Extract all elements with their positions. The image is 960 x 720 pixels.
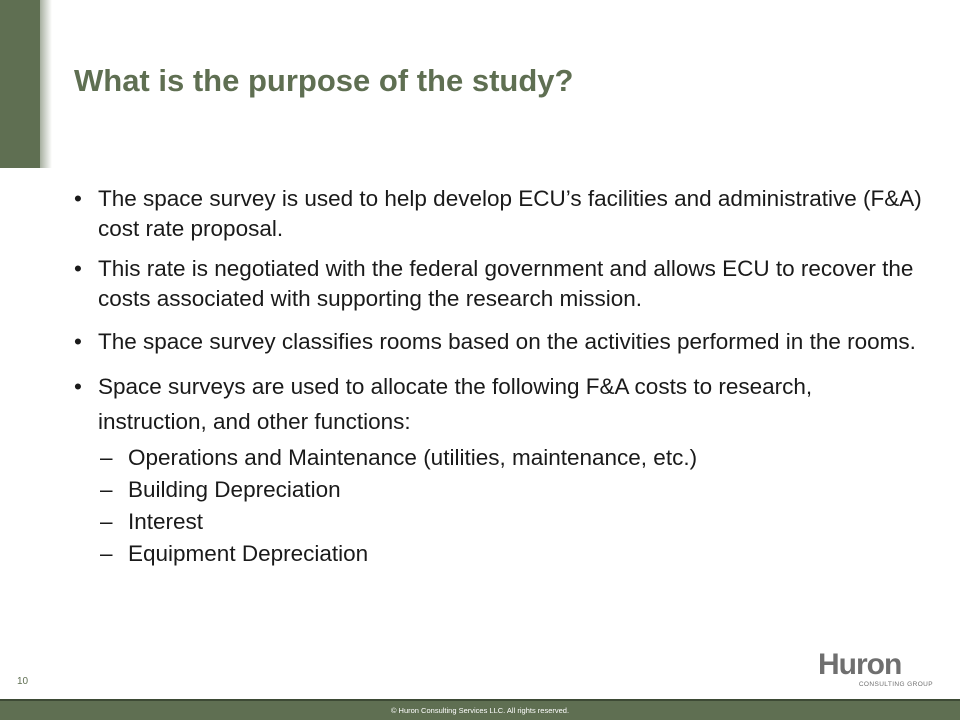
sub-bullet-marker: – [100,445,113,470]
bullet-text: Space surveys are used to allocate the following F&A costs to research, instruction, and other functions: [98,374,813,434]
logo-wordmark: Huron [818,648,902,681]
logo-tagline: CONSULTING GROUP [858,681,933,688]
sub-bullet-text: Building Depreciation [128,477,341,502]
bullet-marker: • [74,256,82,281]
sub-bullet-item [72,538,922,570]
huron-logo [818,650,933,690]
bullet-text: The space survey is used to help develop ECU’s facilities and administrative (F&A) cost rate proposal. [98,186,922,241]
page-number: 10 [17,676,29,687]
bullet-item [72,369,922,439]
bullet-marker: • [74,186,82,211]
bullet-item [72,184,922,244]
sub-bullet-item [72,506,922,538]
slide-title: What is the purpose of the study? [74,63,574,98]
bullet-text: This rate is negotiated with the federal government and allows ECU to recover the costs associated with supporting the research mission. [98,256,914,311]
sub-bullet-item [72,474,922,506]
side-accent-bar [0,0,40,168]
copyright-text: © Huron Consulting Services LLC. All rights reserved. [390,706,570,715]
bullet-item [72,254,922,314]
bullet-item [72,324,922,359]
bullet-marker: • [74,374,82,399]
side-accent-shade [40,0,52,168]
sub-bullet-text: Equipment Depreciation [128,541,369,566]
sub-bullet-item [72,442,922,474]
sub-bullet-marker: – [100,541,113,566]
bullet-marker: • [74,329,82,354]
sub-bullet-marker: – [100,509,113,534]
sub-bullet-marker: – [100,477,113,502]
sub-bullet-text: Operations and Maintenance (utilities, maintenance, etc.) [128,445,698,470]
slide-body [72,184,922,570]
bullet-text: The space survey classifies rooms based on the activities performed in the rooms. [98,329,916,354]
footer-bar [0,701,960,720]
sub-bullet-text: Interest [128,509,204,534]
